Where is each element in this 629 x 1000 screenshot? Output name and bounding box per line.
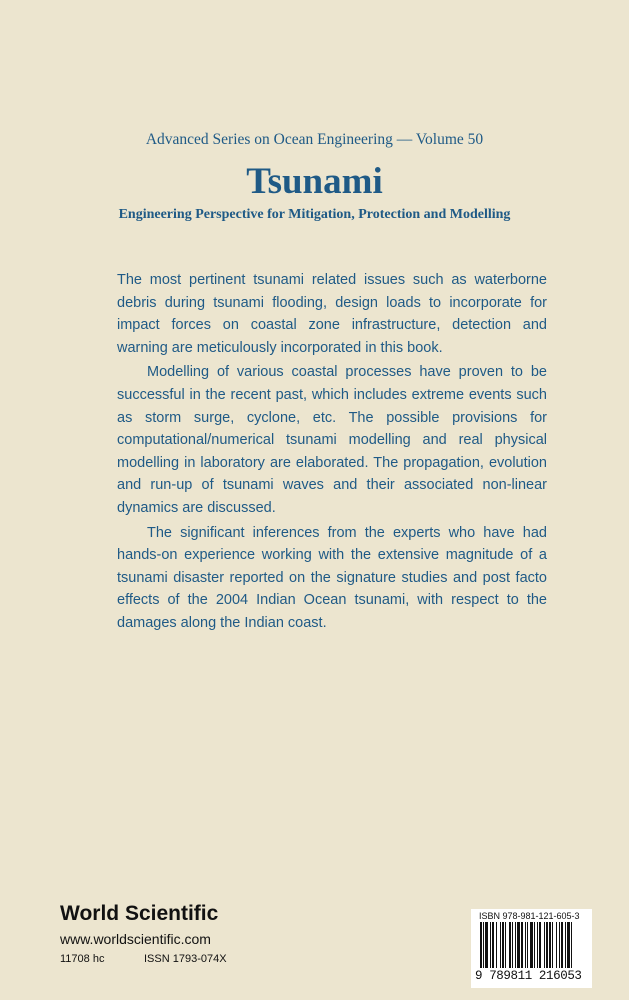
blurb-paragraph-1: The most pertinent tsunami related issues such as waterborne debris during tsunami flooding, design loads to incorporate for impact forces on coastal zone infrastructure, detection and warning are meticulously incorporated in this book. <box>117 272 547 356</box>
book-title: Tsunami <box>246 161 383 202</box>
barcode-bar <box>544 922 545 968</box>
barcode-bar <box>556 922 557 968</box>
barcode-bar <box>537 922 538 968</box>
isbn-label: ISBN 978-981-121-605-3 <box>479 911 580 921</box>
barcode-bar <box>530 922 533 968</box>
barcode-bar <box>565 922 566 968</box>
barcode-digits: 9 789811 216053 <box>475 969 582 983</box>
barcode-bar <box>505 922 506 968</box>
blurb-paragraph-2: Modelling of various coastal processes have proven to be successful in the recent past, which includes extreme events such as storm surge, cyclone, etc. The possible provisions for computational/numerical tsunami modelling and real physical modelling in laboratory are elaborated. The propagation, evolution and run-up of tsunami waves and their associated non-linear dynamics are discussed. <box>117 364 547 516</box>
barcode-bar <box>517 922 520 968</box>
barcode-bar <box>496 922 497 968</box>
barcode-bar <box>492 922 494 968</box>
blurb-paragraph-3: The significant inferences from the experts who have had hands-on experience working with the extensive magnitude of a tsunami disaster reported on the signature studies and post facto effects of the 2004 Indian Ocean tsunami, with respect to the damages along the Indian coast. <box>117 524 547 631</box>
barcode-bar <box>546 922 548 968</box>
series-line: Advanced Series on Ocean Engineering — Volume 50 <box>145 131 484 148</box>
catalog-code: 11708 hc <box>60 953 105 965</box>
barcode-bar <box>567 922 570 968</box>
barcode-bar <box>521 922 523 968</box>
barcode-bar <box>500 922 501 968</box>
publisher-name: World Scientific <box>60 902 219 925</box>
barcode-bar <box>483 922 484 968</box>
barcode-bar <box>509 922 511 968</box>
barcode-bar <box>539 922 541 968</box>
barcode-bar <box>512 922 513 968</box>
barcode <box>471 909 592 988</box>
barcode-bar <box>549 922 551 968</box>
barcode-bar <box>485 922 488 968</box>
barcode-bar <box>502 922 504 968</box>
barcode-bar <box>561 922 563 968</box>
blurb <box>117 269 547 635</box>
issn: ISSN 1793-074X <box>144 953 227 965</box>
barcode-bar <box>490 922 491 968</box>
barcode-bar <box>559 922 560 968</box>
barcode-bar <box>527 922 528 968</box>
barcode-bar <box>571 922 572 968</box>
barcode-bar <box>480 922 482 968</box>
barcode-bars <box>480 922 584 968</box>
barcode-bar <box>552 922 553 968</box>
barcode-bar <box>534 922 535 968</box>
barcode-bar <box>515 922 516 968</box>
publisher-url: www.worldscientific.com <box>60 931 211 947</box>
barcode-bar <box>525 922 526 968</box>
book-subtitle: Engineering Perspective for Mitigation, Protection and Modelling <box>118 207 511 222</box>
